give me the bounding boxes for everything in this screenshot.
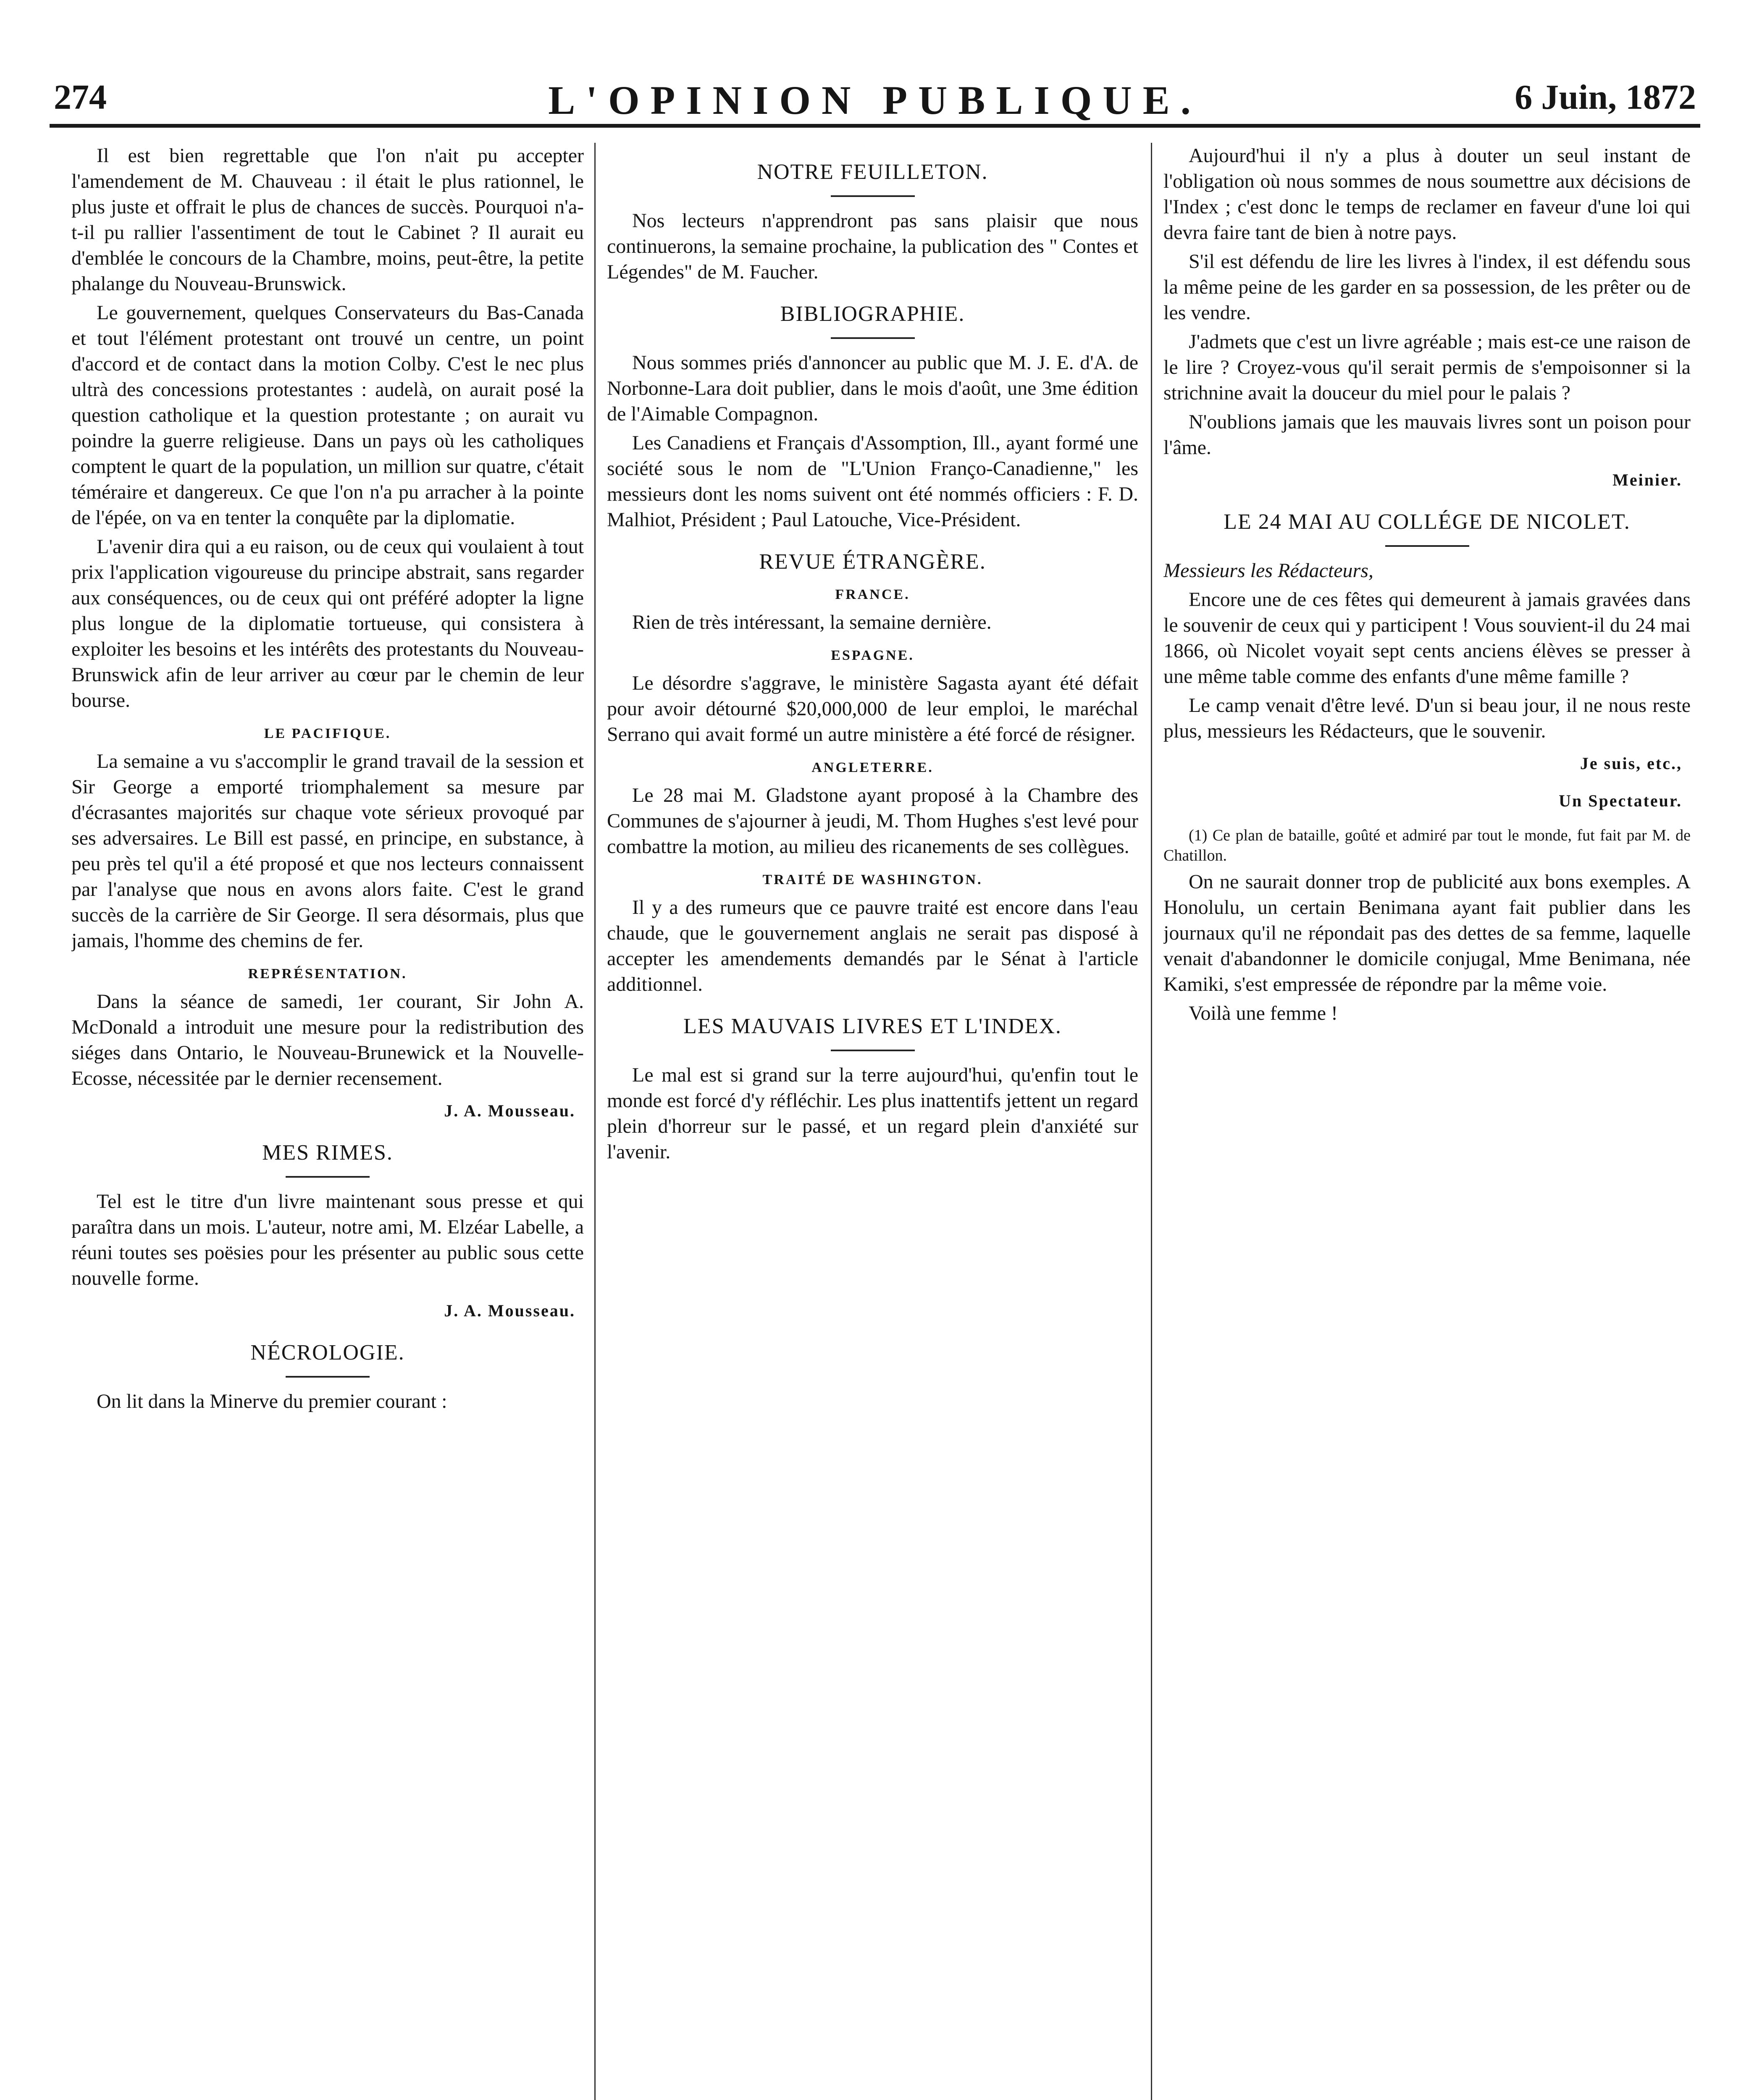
article-paragraph: Nous sommes priés d'annoncer au public que M. J. E. d'A. de Norbonne-Lara doit publier, dans le mois d'août, une 3me édition de l'Aimable Compagnon. <box>607 352 1138 425</box>
column-2 <box>607 143 1138 2100</box>
title-rule <box>831 1050 915 1051</box>
issue-date: 6 Juin, 1872 <box>1515 78 1696 117</box>
article-title: NOTRE FEUILLETON. <box>757 160 988 184</box>
article-paragraph: Aujourd'hui il n'y a plus à douter un seul instant de l'obligation où nous sommes de nous soumettre aux décisions de l'Index ; c'est donc le temps de reclamer en faveur d'une loi qui devra faire tant de bien à notre pays. <box>1163 144 1691 244</box>
section-heading: LE PACIFIQUE. <box>264 726 391 741</box>
newspaper-title: L'OPINION PUBLIQUE. <box>548 78 1202 123</box>
masthead <box>50 69 1700 128</box>
article-paragraph: Le désordre s'aggrave, le ministère Sagasta ayant été défait pour avoir détourné $20,000,000 de leur emploi, le maréchal Serrano qui avait formé un autre ministère a été forcé de résigner. <box>607 672 1138 746</box>
page-number: 274 <box>54 78 107 117</box>
signature: Je suis, etc., <box>1580 754 1682 773</box>
footnote: (1) Ce plan de bataille, goûté et admiré par tout le monde, fut fait par M. de Chatillon. <box>1163 827 1691 864</box>
article-paragraph: S'il est défendu de lire les livres à l'index, il est défendu sous la même peine de les garder en sa possession, de les prêter ou de les vendre. <box>1163 250 1691 324</box>
column-1 <box>71 143 584 2100</box>
salutation: Messieurs les Rédacteurs, <box>1163 559 1373 582</box>
article-paragraph: On lit dans la Minerve du premier courant : <box>97 1390 447 1412</box>
article-paragraph: Dans la séance de samedi, 1er courant, Sir John A. McDonald a introduit une mesure pour la redistribution des siéges dans Ontario, le Nouveau-Brunewick et la Nouvelle-Ecosse, nécessitée par le dernier recensement. <box>71 990 584 1089</box>
title-rule <box>831 337 915 339</box>
article-paragraph: La semaine a vu s'accomplir le grand travail de la session et Sir George a emporté triomphalement sa mesure par d'écrasantes majorités sur chaque vote sérieux provoqué par ses adversaires. Le Bill est passé, en principe, en substance, à peu près tel qu'il a été proposé et que nos lecteurs connaissent par l'analyse que nous en avons alors faite. C'est le grand succès de la carrière de Sir George. Il sera désormais, plus que jamais, l'homme des chemins de fer. <box>71 750 584 952</box>
section-heading: REPRÉSENTATION. <box>248 966 407 982</box>
section-heading: ESPAGNE. <box>831 648 914 663</box>
article-paragraph: N'oublions jamais que les mauvais livres sont un poison pour l'âme. <box>1163 411 1691 459</box>
article-title: NÉCROLOGIE. <box>250 1341 405 1365</box>
article-title: LES MAUVAIS LIVRES ET L'INDEX. <box>683 1014 1062 1038</box>
article-paragraph: Le gouvernement, quelques Conservateurs du Bas-Canada et tout l'élément protestant ont trouvé un centre, un point d'accord et de contact dans la motion Colby. C'est le nec plus ultrà des concessions protestantes : audelà, on aurait posé la question catholique et la question protestante ; on aurait vu poindre la guerre religieuse. Dans un pays où les catholiques comptent le quart de la population, un million sur quatre, c'était téméraire et dangereux. Ce que l'on n'a pu arracher à la pointe de l'épée, on va en tenter la conquête par la diplomatie. <box>71 302 584 529</box>
article-paragraph: Le camp venait d'être levé. D'un si beau jour, il ne nous reste plus, messieurs les Rédacteurs, que le souvenir. <box>1163 694 1691 742</box>
column-divider <box>594 143 596 2100</box>
article-paragraph: Il est bien regrettable que l'on n'ait pu accepter l'amendement de M. Chauveau : il était le plus rationnel, le plus juste et offrait le plus de chances de succès. Pourquoi n'a-t-il pu rallier l'assentiment de tout le Cabinet ? Il aurait eu d'emblée le concours de la Chambre, moins, peut-être, la petite phalange du Nouveau-Brunswick. <box>71 144 584 295</box>
signature: Meinier. <box>1612 470 1682 489</box>
article-paragraph: Voilà une femme ! <box>1189 1002 1338 1024</box>
title-rule <box>1385 545 1469 547</box>
article-paragraph: Nos lecteurs n'apprendront pas sans plaisir que nous continuerons, la semaine prochaine, la publication des " Contes et Légendes" de M. Faucher. <box>607 210 1138 283</box>
article-paragraph: Encore une de ces fêtes qui demeurent à jamais gravées dans le souvenir de ceux qui y participent ! Vous souvient-il du 24 mai 1866, où Nicolet voyait sept cents anciens élèves se presser à une même table comme des enfants d'une même famille ? <box>1163 588 1691 688</box>
article-title: MES RIMES. <box>262 1141 393 1165</box>
article-title: BIBLIOGRAPHIE. <box>780 302 965 326</box>
title-rule <box>286 1376 370 1378</box>
article-paragraph: Rien de très intéressant, la semaine dernière. <box>632 611 992 633</box>
signature: J. A. Mousseau. <box>444 1101 575 1120</box>
article-paragraph: Le mal est si grand sur la terre aujourd'hui, qu'enfin tout le monde est forcé d'y réfléchir. Les plus inattentifs jettent un regard plein d'horreur sur le passé, et un regard plein d'anxiété sur l'avenir. <box>607 1064 1138 1163</box>
article-paragraph: Le 28 mai M. Gladstone ayant proposé à la Chambre des Communes de s'ajourner à jeudi, M. Thom Hughes s'est levé pour combattre la motion, au milieu des ricanements de ses collègues. <box>607 784 1138 858</box>
article-paragraph: Tel est le titre d'un livre maintenant sous presse et qui paraîtra dans un mois. L'auteur, notre ami, M. Elzéar Labelle, a réuni toutes ses poësies pour les présenter au public sous cette nouvelle forme. <box>71 1190 584 1289</box>
title-rule <box>286 1176 370 1178</box>
article-paragraph: J'admets que c'est un livre agréable ; mais est-ce une raison de le lire ? Croyez-vous qu'il serait permis de s'empoisonner si la strichnine avait la douceur du miel pour le palais ? <box>1163 331 1691 404</box>
section-heading: FRANCE. <box>835 587 910 602</box>
article-paragraph: Il y a des rumeurs que ce pauvre traité est encore dans l'eau chaude, que le gouvernement anglais ne serait pas disposé à accepter les amendements demandés par le Sénat à l'article additionnel. <box>607 896 1138 995</box>
section-heading: ANGLETERRE. <box>811 760 934 775</box>
article-title: LE 24 MAI AU COLLÉGE DE NICOLET. <box>1224 510 1631 534</box>
signature: J. A. Mousseau. <box>444 1301 575 1320</box>
signature: Un Spectateur. <box>1559 791 1682 810</box>
article-paragraph: On ne saurait donner trop de publicité aux bons exemples. A Honolulu, un certain Benimana ayant fait publier dans les journaux qu'il ne répondait pas des dettes de sa femme, laquelle venait d'abandonner le domicile conjugal, Mme Benimana, née Kamiki, s'est empressée de répondre par la même voie. <box>1163 871 1691 995</box>
section-heading: TRAITÉ DE WASHINGTON. <box>762 872 983 887</box>
article-paragraph: L'avenir dira qui a eu raison, ou de ceux qui voulaient à tout prix l'application vigoureuse du principe abstrait, sans regarder aux conséquences, ou de ceux qui ont préféré adopter la ligne plus longue de la diplomatie tortueuse, qui consistera à exploiter les besoins et les intérêts des protestants du Nouveau-Brunswick afin de leur arriver au cœur par le chemin de leur bourse. <box>71 536 584 711</box>
column-3 <box>1163 143 1691 2100</box>
title-rule <box>831 195 915 197</box>
article-paragraph: Les Canadiens et Français d'Assomption, Ill., ayant formé une société sous le nom de "L'Union Franço-Canadienne," les messieurs dont les noms suivent ont été nommés officiers : F. D. Malhiot, Président ; Paul Latouche, Vice-Président. <box>607 432 1138 531</box>
column-divider <box>1151 143 1152 2100</box>
article-title: REVUE ÉTRANGÈRE. <box>759 550 986 574</box>
